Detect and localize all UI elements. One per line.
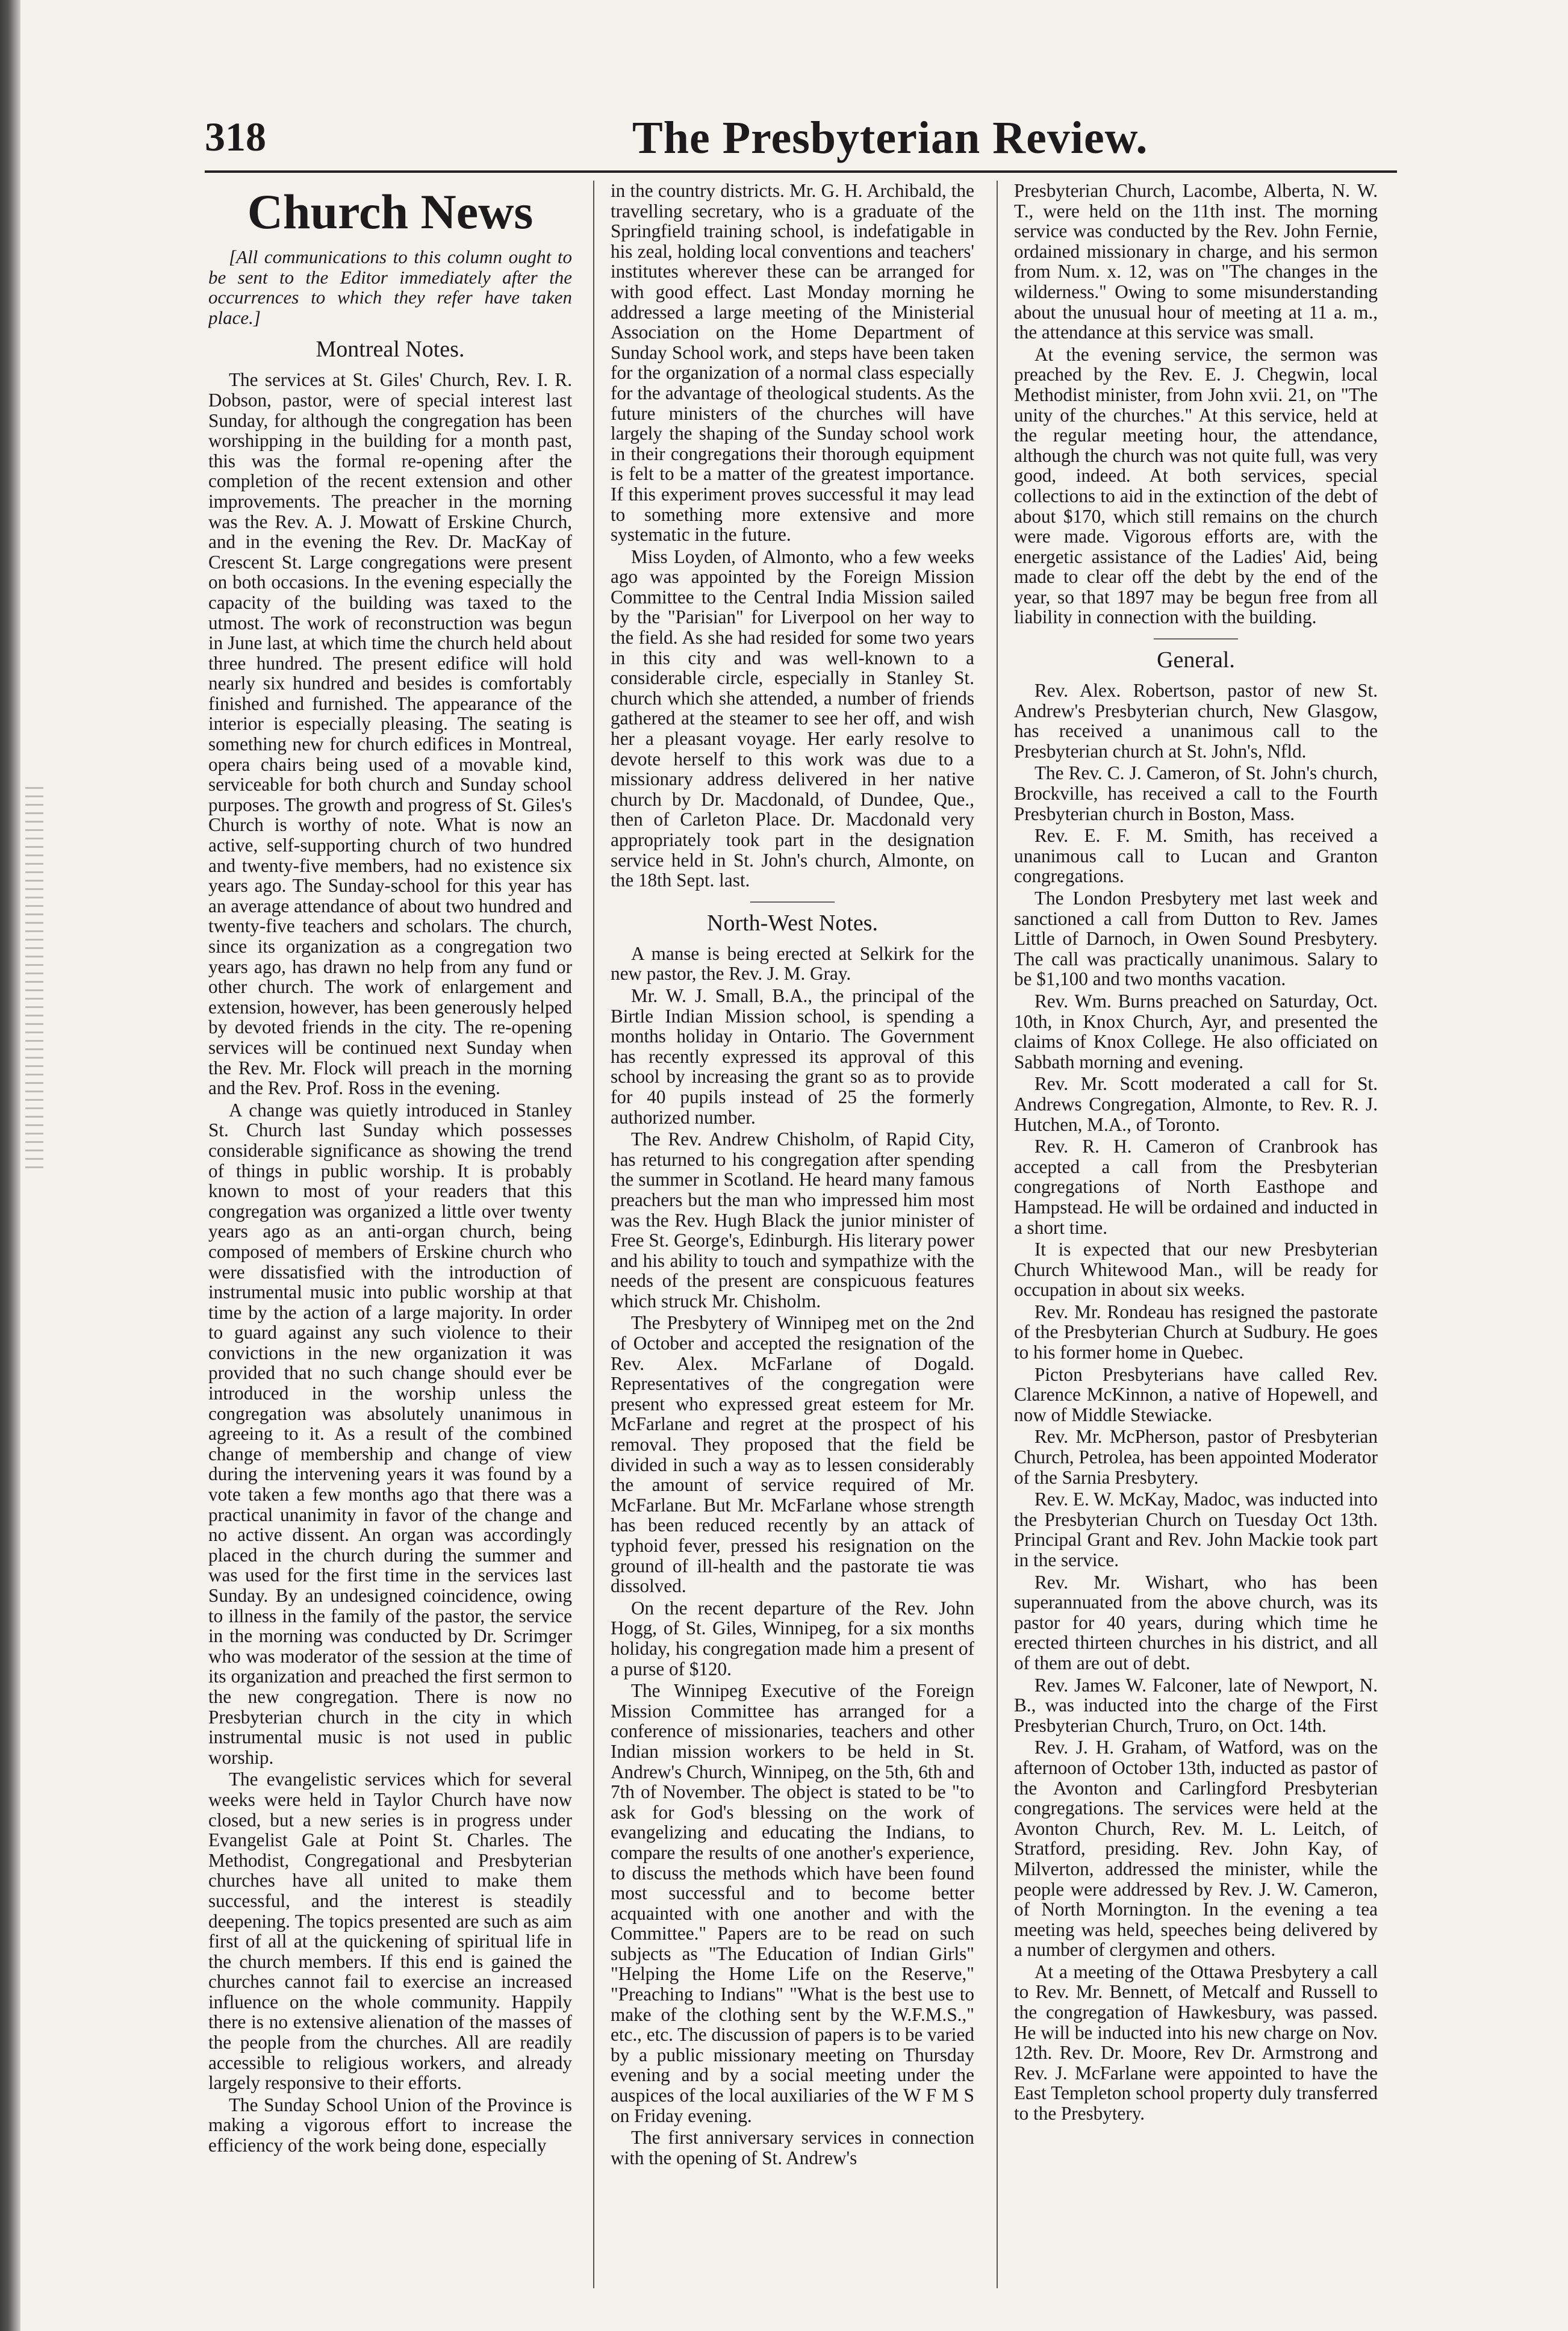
page-number: 318	[205, 114, 266, 160]
article-paragraph: Mr. W. J. Small, B.A., the principal of the Birtle Indian Mission school, is spending a months holiday in Ontario. The Government has recently expressed its approval of this school by increasing the grant so as to provide for 40 pupils instead of 25 the formerly authorized number.	[611, 985, 974, 1128]
article-paragraph: On the recent departure of the Rev. John Hogg, of St. Giles, Winnipeg, for a six months holiday, his congregation made him a present of a purse of $120.	[611, 1597, 974, 1679]
column-1	[208, 181, 572, 2294]
article-paragraph: The Presbytery of Winnipeg met on the 2nd of October and accepted the resignation of the Rev. Alex. McFarlane of Dogald. Representatives of the congregation were present who expressed great esteem for Mr. McFarlane and regret at the prospect of his removal. They proposed that the field be divided in such a way as to lessen considerably the amount of service required of Mr. McFarlane. But Mr. McFarlane whose strength has been reduced recently by an attack of typhoid fever, pressed his resignation on the ground of ill-health and the pastorate tie was dissolved.	[611, 1312, 974, 1597]
subheading-montreal-notes: Montreal Notes.	[316, 337, 465, 363]
binding-edge	[0, 0, 20, 2331]
article-paragraph: The Winnipeg Executive of the Foreign Mission Committee has arranged for a conference of missionaries, teachers and other Indian mission workers to be held in St. Andrew's Church, Winnipeg, on the 5th, 6th and 7th of November. The object is stated to be "to ask for God's blessing on the work of evangelizing and educating the Indians, to compare the results of one another's experience, to discuss the methods which have been found most successful and to become better acquainted with one another and with the Committee." Papers are to be read on such subjects as "The Education of Indian Girls" "Helping the Home Life on the Reserve," "Preaching to Indians" "What is the best use to make of the clothing sent by the W.F.M.S.," etc., etc. The discussion of papers is to be varied by a public missionary meeting on Thursday evening and by a social meeting under the auspices of the local auxiliaries of the W F M S on Friday evening.	[611, 1680, 974, 2126]
column-2	[611, 181, 974, 2294]
article-paragraph: in the country districts. Mr. G. H. Archibald, the travelling secretary, who is a graduate of the Springfield training school, is indefatigable in his zeal, holding local conventions and teachers' institutes wherever these can be arranged for with good effect. Last Monday morning he addressed a large meeting of the Ministerial Association on the Home Department of Sunday School work, and steps have been taken for the organization of a normal class especially for the advantage of theological students. As the future ministers of the churches will have largely the shaping of the Sunday school work in their congregations their thorough equipment is felt to be a matter of the greatest importance. If this experiment proves successful it may lead to something more extensive and more systematic in the future.	[611, 181, 974, 546]
article-paragraph: The services at St. Giles' Church, Rev. I. R. Dobson, pastor, were of special interest last Sunday, for although the congregation has been worshipping in the building for a month past, this was the formal re-opening after the completion of the recent extension and other improvements. The preacher in the morning was the Rev. A. J. Mowatt of Erskine Church, and in the evening the Rev. Dr. MacKay of Crescent St. Large congregations were present on both occasions. In the evening especially the capacity of the building was taxed to the utmost. The work of reconstruction was begun in June last, at which time the church held about three hundred. The present edifice will hold nearly six hundred and besides is comfortably finished and furnished. The appearance of the interior is especially pleasing. The seating is something new for church edifices in Montreal, opera chairs being used of a movable kind, serviceable for both church and Sunday school purposes. The growth and progress of St. Giles's Church is worthy of note. What is now an active, self-supporting church of two hundred and twenty-five members, had no existence six years ago. The Sunday-school for this year has an average attendance of about two hundred and twenty-five teachers and scholars. The church, since its organization as a congregation two years ago, has drawn no help from any fund or other church. The work of enlargement and extension, however, has been generously helped by devoted friends in the city. The re-opening services will be continued next Sunday when the Rev. Mr. Flock will preach in the morning and the Rev. Prof. Ross in the evening.	[208, 369, 572, 1099]
article-paragraph: The Rev. C. J. Cameron, of St. John's church, Brockville, has received a call to the Fourth Presbyterian church in Boston, Mass.	[1014, 762, 1378, 824]
article-paragraph: Miss Loyden, of Almonto, who a few weeks ago was appointed by the Foreign Mission Committee to the Central India Mission sailed by the "Parisian" for Liverpool on her way to the field. As she had resided for some two years in this city and was well-known to a considerable circle, especially in Stanley St. church which she attended, a number of friends gathered at the steamer to see her off, and wish her a pleasant voyage. Her early resolve to devote herself to this work was due to a missionary address delivered in her native church by Dr. Macdonald, of Dundee, Que., then of Carleton Place. Dr. Macdonald very appropriately took part in the designation service held in St. John's church, Almonte, on the 18th Sept. last.	[611, 546, 974, 891]
section-divider	[750, 901, 835, 903]
column-rule	[997, 181, 998, 2288]
header-rule	[205, 170, 1397, 173]
section-title: Church News	[247, 184, 534, 239]
article-paragraph: Rev. Mr. Scott moderated a call for St. Andrews Congregation, Almonte, to Rev. R. J. Hutchen, M.A., of Toronto.	[1014, 1073, 1378, 1135]
article-paragraph: It is expected that our new Presbyterian Church Whitewood Man., will be ready for occupation in about six weeks.	[1014, 1239, 1378, 1301]
editor-note: [All communications to this column ought to be sent to the Editor immediately after the occurrences to which they refer have taken place.]	[208, 246, 572, 328]
article-paragraph: A change was quietly introduced in Stanley St. Church last Sunday which possesses considerable significance as showing the trend of things in public worship. It is probably known to most of your readers that this congregation was organized a little over twenty years ago as an anti-organ church, being composed of members of Erskine church who were dissatisfied with the introduction of instrumental music into public worship at that time by the action of a large majority. In order to guard against any such violence to their convictions in the new organization it was provided that no such change should ever be introduced in the worship unless the congregation was absolutely unanimous in agreeing to it. As a result of the combined change of membership and change of view during the intervening years it was found by a vote taken a few months ago that there was a practical unanimity in favor of the change and no active dissent. An organ was accordingly placed in the church during the summer and was used for the first time in the services last Sunday. By an undesigned coincidence, owing to illness in the family of the pastor, the service in the morning was conducted by Dr. Scrimger who was moderator of the session at the time of its organization and preached the first sermon to the new congregation. There is now no Presbyterian church in the city in which instrumental music is not used in public worship.	[208, 1099, 572, 1768]
article-paragraph: A manse is being erected at Selkirk for the new pastor, the Rev. J. M. Gray.	[611, 942, 974, 985]
article-paragraph: Rev. E. F. M. Smith, has received a unanimous call to Lucan and Granton congregations.	[1014, 825, 1378, 887]
article-paragraph: Rev. Mr. Wishart, who has been superannuated from the above church, was its pastor for 40 years, during which time he erected thirteen churches in his district, and all of them are out of debt.	[1014, 1571, 1378, 1673]
article-paragraph: The first anniversary services in connection with the opening of St. Andrew's	[611, 2127, 974, 2168]
article-paragraph: The evangelistic services which for several weeks were held in Taylor Church have now closed, but a new series is in progress under Evangelist Gale at Point St. Charles. The Methodist, Congregational and Presbyterian churches have all united to make them successful, and the interest is steadily deepening. The topics presented are such as aim first of all at the quickening of spiritual life in the church members. If this end is gained the churches cannot fail to exercise an increased influence on the whole community. Happily there is no extensive alienation of the masses of the people from the churches. All are readily accessible to religious workers, and already largely responsive to their efforts.	[208, 1769, 572, 2094]
article-paragraph: At the evening service, the sermon was preached by the Rev. E. J. Chegwin, local Methodist minister, from John xvii. 21, on "The unity of the churches." At this service, held at the regular meeting hour, the attendance, although the church was not quite full, was very good, indeed. At both services, special collections to aid in the extinction of the debt of about $170, which still remains on the church were made. Vigorous efforts are, with the energetic assistance of the Ladies' Aid, being made to clear off the debt by the end of the year, so that 1897 may be begun free from all liability in connection with the building.	[1014, 343, 1378, 628]
article-paragraph: Rev. J. H. Graham, of Watford, was on the afternoon of October 13th, inducted as pastor of the Avonton and Carlingford Presbyterian congregations. The services were held at the Avonton Church, Rev. M. L. Leitch, of Stratford, presiding. Rev. John Kay, of Milverton, addressed the minister, while the people were addressed by Rev. J. W. Cameron, of North Mornington. In the evening a tea meeting was held, speeches being delivered by a number of clergymen and others.	[1014, 1737, 1378, 1961]
article-paragraph: The London Presbytery met last week and sanctioned a call from Dutton to Rev. James Little of Darnoch, in Owen Sound Presbytery. The call was practically unanimous. Salary to be $1,100 and two months vacation.	[1014, 888, 1378, 990]
column-3	[1014, 181, 1378, 2294]
article-paragraph: Picton Presbyterians have called Rev. Clarence McKinnon, a native of Hopewell, and now of Middle Stewiacke.	[1014, 1363, 1378, 1425]
article-paragraph: The Rev. Andrew Chisholm, of Rapid City, has returned to his congregation after spending the summer in Scotland. He heard many famous preachers but the man who impressed him most was the Rev. Hugh Black the junior minister of Free St. George's, Edinburgh. His literary power and his ability to touch and sympathize with the needs of the present are conspicuous features which struck Mr. Chisholm.	[611, 1128, 974, 1312]
article-paragraph: Rev. R. H. Cameron of Cranbrook has accepted a call from the Presbyterian congregations of North Easthope and Hampstead. He will be ordained and inducted in a short time.	[1014, 1136, 1378, 1238]
subheading-general: General.	[1157, 647, 1235, 673]
column-rule	[593, 181, 594, 2288]
article-paragraph: Rev. E. W. McKay, Madoc, was inducted into the Presbyterian Church on Tuesday Oct 13th. Principal Grant and Rev. John Mackie took part in the service.	[1014, 1489, 1378, 1570]
section-divider	[1154, 638, 1238, 640]
scan-artifact	[25, 783, 43, 1168]
article-paragraph: Rev. Alex. Robertson, pastor of new St. Andrew's Presbyterian church, New Glasgow, has received a unanimous call to the Presbyterian church at St. John's, Nfld.	[1014, 680, 1378, 762]
article-paragraph: Rev. Mr. McPherson, pastor of Presbyterian Church, Petrolea, has been appointed Moderator of the Sarnia Presbytery.	[1014, 1426, 1378, 1488]
subheading-north-west-notes: North-West Notes.	[707, 910, 878, 936]
journal-title: The Presbyterian Review.	[632, 113, 1148, 163]
article-paragraph: At a meeting of the Ottawa Presbytery a call to Rev. Mr. Bennett, of Metcalf and Russell to the congregation of Hawkesbury, was passed. He will be inducted into his new charge on Nov. 12th. Rev. Dr. Moore, Rev Dr. Armstrong and Rev. J. McFarlane were appointed to have the East Templeton school property duly transferred to the Presbytery.	[1014, 1961, 1378, 2124]
article-paragraph: Rev. James W. Falconer, late of Newport, N. B., was inducted into the charge of the First Presbyterian Church, Truro, on Oct. 14th.	[1014, 1674, 1378, 1736]
article-paragraph: The Sunday School Union of the Province is making a vigorous effort to increase the efficiency of the work being done, especially	[208, 2094, 572, 2156]
article-paragraph: Rev. Wm. Burns preached on Saturday, Oct. 10th, in Knox Church, Ayr, and presented the claims of Knox College. He also officiated on Sabbath morning and evening.	[1014, 990, 1378, 1072]
article-paragraph: Presbyterian Church, Lacombe, Alberta, N. W. T., were held on the 11th inst. The morning service was conducted by the Rev. John Fernie, ordained missionary in charge, and his sermon from Num. x. 12, was on "The changes in the wilderness." Owing to some misunderstanding about the unusual hour of meeting at 11 a. m., the attendance at this service was small.	[1014, 181, 1378, 343]
article-paragraph: Rev. Mr. Rondeau has resigned the pastorate of the Presbyterian Church at Sudbury. He goes to his former home in Quebec.	[1014, 1301, 1378, 1363]
